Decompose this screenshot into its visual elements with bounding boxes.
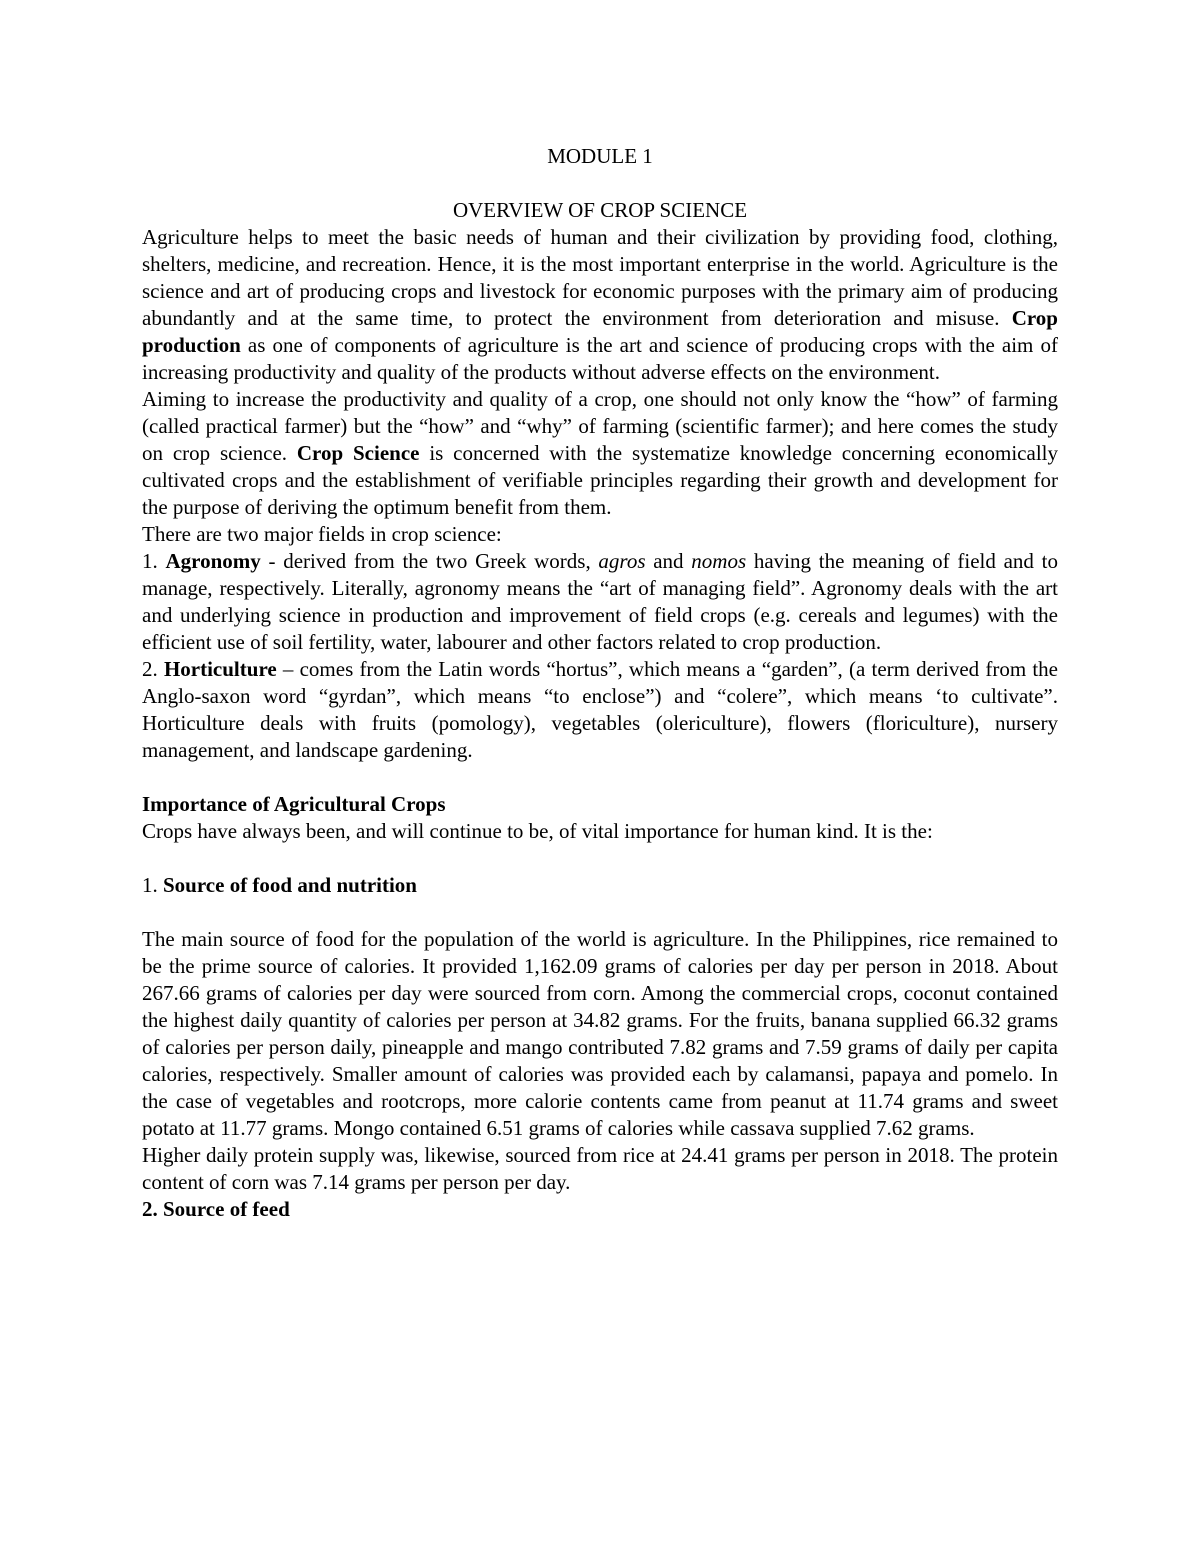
field-number: 1. [142, 549, 166, 573]
item-1-title: Source of food and nutrition [163, 873, 417, 897]
importance-intro: Crops have always been, and will continue to be, of vital importance for human kind. It is the: [142, 819, 933, 843]
field-item-agronomy [142, 548, 1058, 656]
importance-heading [142, 791, 1058, 818]
module-title: MODULE 1 [547, 144, 653, 168]
intro-p1-text-a: Agriculture helps to meet the basic needs of human and their civilization by providing food, clothing, shelters, medicine, and recreation. Hence, it is the most important enterprise in the world. Agriculture is the science and art of producing crops and livestock for economic purposes with the primary aim of producing abundantly and at the same time, to protect the environment from deterioration and misuse. [142, 225, 1058, 330]
term-agronomy: Agronomy [165, 549, 261, 573]
item-2-title: 2. Source of feed [142, 1197, 290, 1221]
word-agros: agros [598, 549, 646, 573]
spacer [142, 764, 1058, 791]
food-paragraph-1: The main source of food for the population of the world is agriculture. In the Philippines, rice remained to be the prime source of calories. It provided 1,162.09 grams of calories per day per person in 2018. About 267.66 grams of calories per day were sourced from corn. Among the commercial crops, coconut contained the highest daily quantity of calories per person at 34.82 grams. For the fruits, banana supplied 66.32 grams of calories per person daily, pineapple and mango contributed 7.82 grams and 7.59 grams of daily per capita calories, respectively. Smaller amount of calories was provided each by calamansi, papaya and pomelo. In the case of vegetables and rootcrops, more calorie contents came from peanut at 11.74 grams and sweet potato at 11.77 grams. Mongo contained 6.51 grams of calories while cassava supplied 7.62 grams. [142, 927, 1058, 1140]
intro-p2-text-a: Aiming to increase the productivity and quality of a crop, one should not only know the “how” of farming (called practical farmer) but the “how” and “why” of farming (scientific farmer); and here comes the study on crop science. [142, 387, 1058, 465]
field-text: - derived from the two Greek words, [260, 549, 599, 573]
term-crop-production: Crop production [142, 306, 1058, 357]
importance-item-1-heading [142, 872, 1058, 899]
intro-p2-text-b: is concerned with the systematize knowledge concerning economically cultivated crops and the establishment of verifiable principles regarding their growth and development for the purpose of deriving the optimum benefit from them. [142, 441, 1058, 519]
field-text: and [645, 549, 692, 573]
intro-paragraph-1 [142, 224, 1058, 386]
word-nomos: nomos [691, 549, 747, 573]
field-text: – comes from the Latin words “hortus”, which means a “garden”, (a term derived from the Anglo-saxon word “gyrdan”, which means “to enclose”) and “colere”, which means ‘to cultivate”. Horticulture deals with fruits (pomology), vegetables (olericulture), flowers (floriculture), nursery management, and landscape gardening. [142, 657, 1059, 762]
spacer [142, 845, 1058, 872]
term-crop-science: Crop Science [296, 441, 420, 465]
section-title: OVERVIEW OF CROP SCIENCE [452, 198, 748, 222]
intro-p1-text-b: as one of components of agriculture is the art and science of producing crops with the aim of increasing productivity and quality of the products without adverse effects on the environment. [142, 333, 1058, 384]
term-horticulture: Horticulture [163, 657, 277, 681]
intro-paragraph-2 [142, 386, 1058, 521]
food-paragraph-2: Higher daily protein supply was, likewise, sourced from rice at 24.41 grams per person in 2018. The protein content of corn was 7.14 grams per person per day. [142, 1143, 1058, 1194]
document-body [142, 143, 1058, 1223]
importance-item-2-heading [142, 1196, 1058, 1223]
item-number: 1. [142, 873, 163, 897]
field-item-horticulture [142, 656, 1058, 764]
field-text: having the meaning of field and to manage, respectively. Literally, agronomy means the “art of managing field”. Agronomy deals with the art and underlying science in production and improvement of field crops (e.g. cereals and legumes) with the efficient use of soil fertility, water, labourer and other factors related to crop production. [142, 549, 1058, 654]
field-number: 2. [142, 657, 164, 681]
importance-heading-text: Importance of Agricultural Crops [142, 792, 446, 816]
intro-paragraph-3: There are two major fields in crop science: [142, 522, 502, 546]
spacer [142, 899, 1058, 926]
